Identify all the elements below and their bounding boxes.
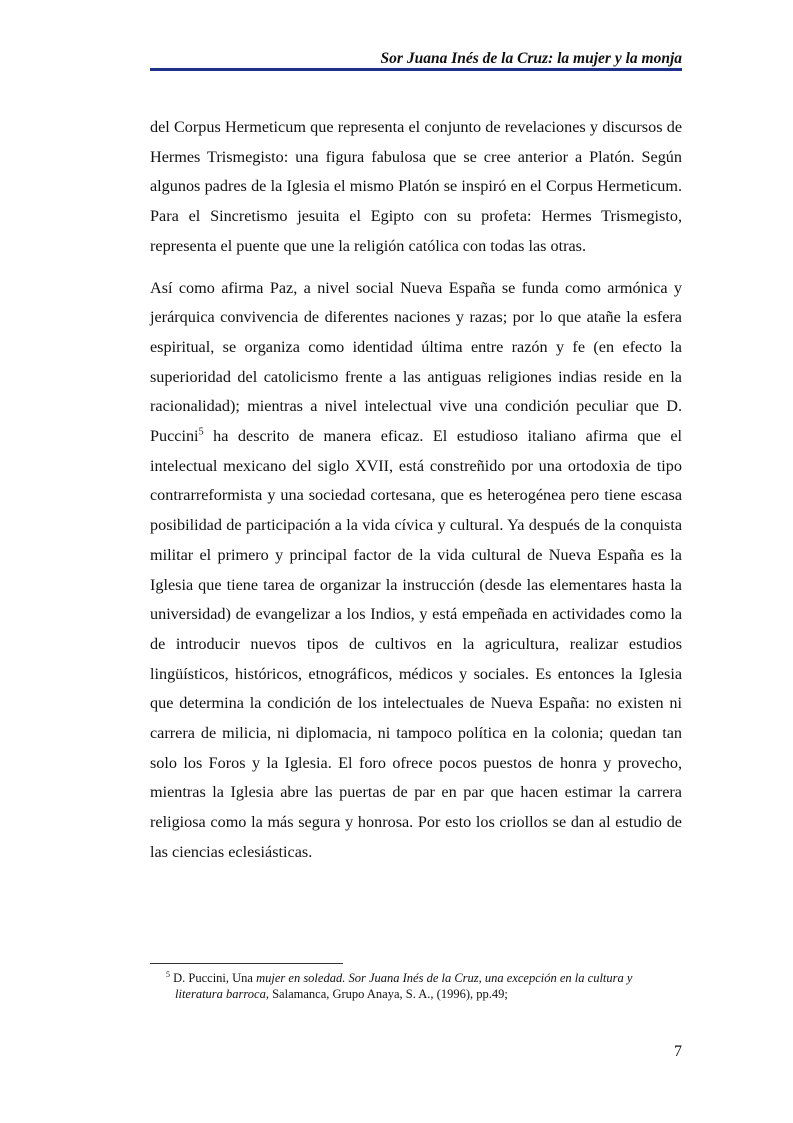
- footnote-separator: [150, 963, 343, 964]
- footnote-number: 5: [166, 969, 170, 979]
- paragraph-1: del Corpus Hermeticum que representa el conjunto de revelaciones y discursos de Hermes Trismegisto: una figura fabulosa que se cree anterior a Platón. Según algunos padres de la Iglesia el mismo Platón se inspiró en el Corpus Hermeticum. Para el Sincretismo jesuita el Egipto con su profeta: Hermes Trismegisto, representa el puente que une la religión católica con todas las otras.: [150, 118, 682, 255]
- footnote-text: [150, 970, 682, 1002]
- paragraph-2-text-end: ha descrito de manera eficaz. El estudioso italiano afirma que el intelectual mexicano del siglo XVII, está constreñido por una ortodoxia de tipo contrarreformista y una sociedad cortesana, que es heterogénea pero tiene escasa posibilidad de participación a la vida cívica y cultural. Ya después de la conquista militar el primero y principal factor de la vida cultural de Nueva España es la Iglesia que tiene tarea de organizar la instrucción (desde las elementares hasta la universidad) de evangelizar a los Indios, y está empeñada en actividades como la de introducir nuevos tipos de cultivos en la agricultura, realizar estudios lingüísticos, históricos, etnográficos, médicos y sociales. Es entonces la Iglesia que determina la condición de los intelectuales de Nueva España: no existen ni carrera de milicia, ni diplomacia, ni tampoco política en la colonia; quedan tan solo los Foros y la Iglesia. El foro ofrece pocos puestos de honra y provecho, mientras la Iglesia abre las puertas de par en par que hacen estimar la carrera religiosa como la más segura y honrosa. Por esto los criollos se dan al estudio de las ciencias eclesiásticas.: [150, 427, 682, 861]
- page-number: 7: [674, 1043, 682, 1060]
- body-text: [150, 113, 682, 868]
- header-rule: [150, 68, 682, 71]
- paragraph-2: [150, 274, 682, 868]
- footnote-author: D. Puccini, Una: [170, 971, 257, 985]
- running-header-title: Sor Juana Inés de la Cruz: la mujer y la monja: [380, 50, 682, 67]
- paragraph-2-text-start: Así como afirma Paz, a nivel social Nueva España se funda como armónica y jerárquica convivencia de diferentes naciones y razas; por lo que atañe la esfera espiritual, se organiza como identidad última entre razón y fe (en efecto la superioridad del catolicismo frente a las antiguas religiones indias reside en la racionalidad); mientras a nivel intelectual vive una condición peculiar que D. Puccini: [150, 278, 682, 446]
- footnote-reference[interactable]: 5: [198, 426, 204, 438]
- footnote: [150, 970, 682, 1002]
- footnote-work-title: mujer en soledad. Sor Juana Inés de la Cruz, una excepción en la cultura y literatura barroca,: [175, 971, 633, 1001]
- footnote-publication: Salamanca, Grupo Anaya, S. A., (1996), pp.49;: [268, 987, 508, 1001]
